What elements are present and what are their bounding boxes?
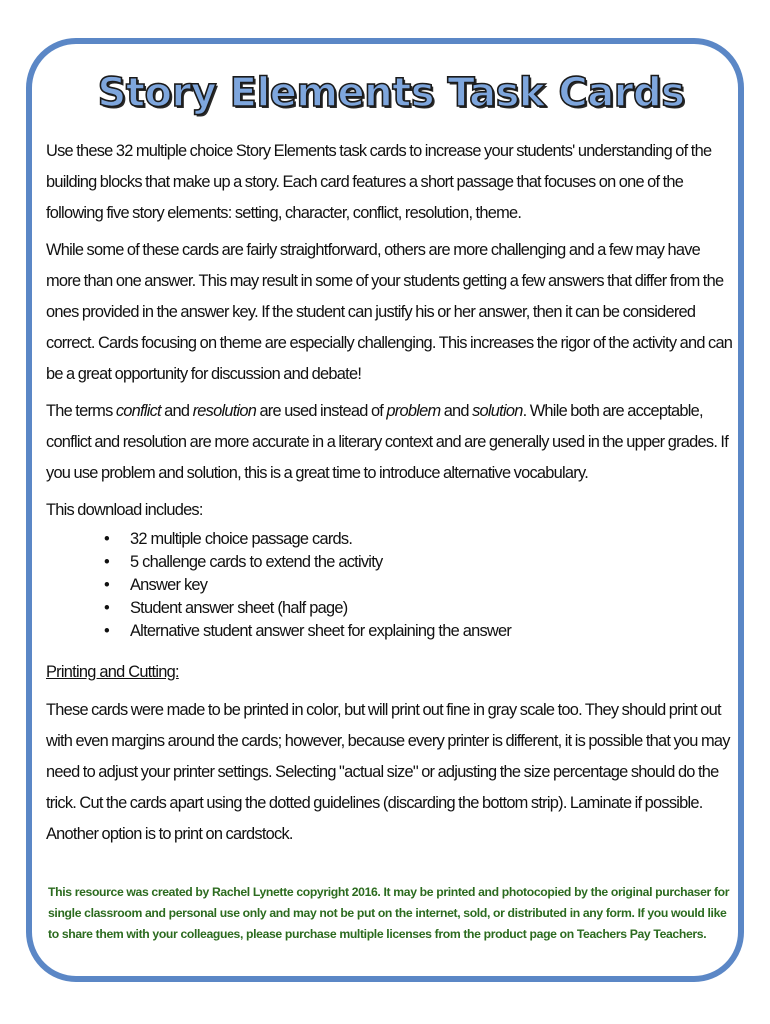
list-item-text: Answer key: [130, 576, 208, 594]
terms-text-5: . While both are acceptable, conflict and resolution are more accurate in a literary context and are generally used in the upper grades. If you use problem and solution, this is a great time to introduce alternative vocabulary.: [46, 402, 729, 482]
list-item-text: 5 challenge cards to extend the activity: [130, 553, 383, 571]
bullet-icon: •: [104, 622, 109, 640]
list-item: [104, 551, 736, 574]
bullet-icon: •: [104, 576, 109, 594]
bullet-icon: •: [104, 530, 109, 548]
list-item-text: Student answer sheet (half page): [130, 599, 348, 617]
list-item: [104, 620, 736, 643]
terms-text-2: and: [160, 402, 193, 420]
terms-text-4: and: [440, 402, 473, 420]
terms-text-3: are used instead of: [256, 402, 387, 420]
printing-paragraph: These cards were made to be printed in color, but will print out fine in gray scale too. They should print out with even margins around the cards; however, because every printer is different, it is possible that you may need to adjust your printer settings. Selecting "actual size" or adjusting the size percentage should do the trick. Cut the cards apart using the dotted guidelines (discarding the bottom strip). Laminate if possible. Another option is to print on cardstock.: [46, 701, 730, 843]
term-conflict: conflict: [115, 402, 161, 420]
challenge-paragraph: While some of these cards are fairly straightforward, others are more challenging and a few may have more than one answer. This may result in some of your students getting a few answers that differ from the ones provided in the answer key. If the student can justify his or her answer, then it can be considered correct. Cards focusing on theme are especially challenging. This increases the rigor of the activity and can be a great opportunity for discussion and debate!: [46, 241, 733, 383]
printing-heading: Printing and Cutting:: [46, 663, 179, 681]
list-item-text: Alternative student answer sheet for explaining the answer: [130, 622, 512, 640]
bullet-icon: •: [104, 599, 109, 617]
list-item: [104, 574, 736, 597]
intro-paragraph: Use these 32 multiple choice Story Elements task cards to increase your students' understanding of the building blocks that make up a story. Each card features a short passage that focuses on one of the following five story elements: setting, character, conflict, resolution, theme.: [46, 142, 712, 222]
terms-text-1: The terms: [46, 402, 116, 420]
copyright-notice: This resource was created by Rachel Lynette copyright 2016. It may be printed and photocopied by the original purchaser for single classroom and personal use only and may not be put on the internet, sold, or distributed in any form. If you would like to share them with your colleagues, please purchase multiple licenses from the product page on Teachers Pay Teachers.: [48, 885, 730, 941]
list-item-text: 32 multiple choice passage cards.: [130, 530, 353, 548]
includes-heading: This download includes:: [46, 501, 203, 519]
bullet-icon: •: [104, 553, 109, 571]
document-content: [46, 62, 736, 856]
list-item: [104, 597, 736, 620]
list-item: [104, 528, 736, 551]
terms-paragraph: [46, 396, 736, 489]
term-solution: solution: [472, 402, 523, 420]
page-title: Story Elements Task Cards: [97, 70, 685, 116]
includes-list: [46, 528, 736, 643]
term-resolution: resolution: [192, 402, 257, 420]
term-problem: problem: [386, 402, 441, 420]
